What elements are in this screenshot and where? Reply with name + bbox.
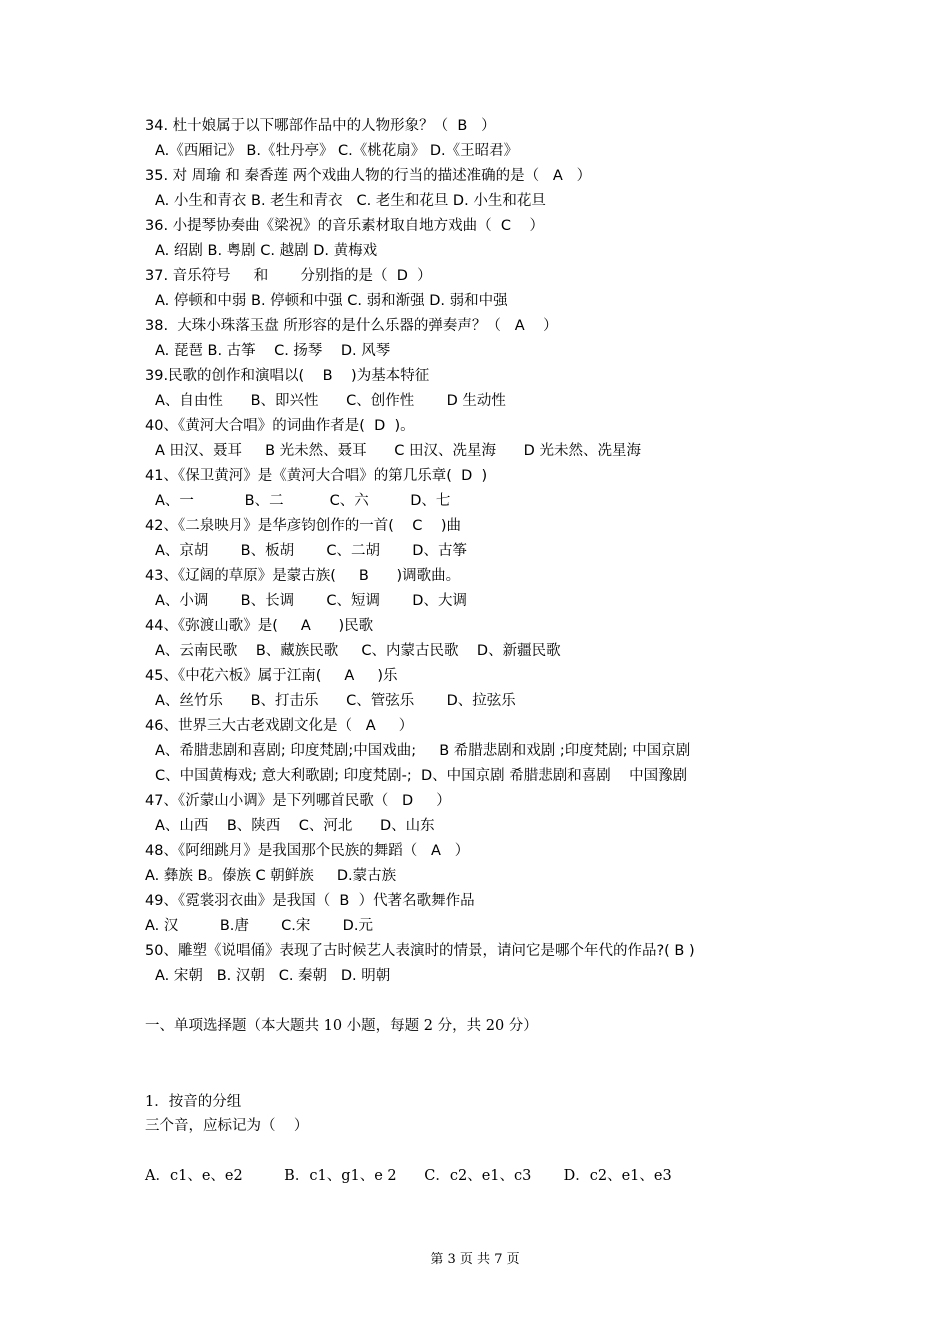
question-38: 38. 大珠小珠落玉盘 所形容的是什么乐器的弹奏声？（ A ） (145, 318, 558, 334)
question-50: 50、雕塑《说唱俑》表现了古时候艺人表演时的情景，请问它是哪个年代的作品?( B ) (145, 943, 695, 959)
question-45: 45、《中花六板》属于江南( A )乐 (145, 668, 398, 684)
question-48: 48、《阿细跳月》是我国那个民族的舞蹈（ A ） (145, 843, 470, 859)
question-46-options-a-b: A、希腊悲剧和喜剧; 印度梵剧;中国戏曲; B 希腊悲剧和戏剧 ;印度梵剧; 中国京剧 (155, 743, 691, 759)
question-1-options: A．c1、e、e2 B．c1、g1、e 2 C．c2、e1、c3 D．c2、e1、e3 (145, 1168, 672, 1184)
question-39-options: A、自由性 B、即兴性 C、创作性 D 生动性 (155, 393, 506, 409)
question-34-options: A.《西厢记》 B.《牡丹亭》 C.《桃花扇》 D.《王昭君》 (155, 143, 519, 159)
question-50-options: A. 宋朝 B. 汉朝 C. 秦朝 D. 明朝 (155, 968, 391, 984)
question-40: 40、《黄河大合唱》的词曲作者是( D )。 (145, 418, 415, 434)
question-47: 47、《沂蒙山小调》是下列哪首民歌（ D ） (145, 793, 451, 809)
question-43-options: A、小调 B、长调 C、短调 D、大调 (155, 593, 467, 609)
question-36: 36. 小提琴协奏曲《梁祝》的音乐素材取自地方戏曲（ C ） (145, 218, 544, 234)
question-1-text: 三个音，应标记为（ ） (145, 1118, 309, 1134)
question-45-options: A、丝竹乐 B、打击乐 C、管弦乐 D、拉弦乐 (155, 693, 516, 709)
question-44-options: A、云南民歌 B、藏族民歌 C、内蒙古民歌 D、新疆民歌 (155, 643, 561, 659)
question-34: 34. 杜十娘属于以下哪部作品中的人物形象？（ B ） (145, 118, 496, 134)
question-49: 49、《霓裳羽衣曲》是我国（ B ）代著名歌舞作品 (145, 893, 475, 909)
question-48-options: A. 彝族 B。傣族 C 朝鲜族 D.蒙古族 (145, 868, 397, 884)
question-37-options: A. 停顿和中弱 B. 停顿和中强 C. 弱和渐强 D. 弱和中强 (155, 293, 508, 309)
section-title: 一、单项选择题（本大题共 10 小题，每题 2 分，共 20 分） (145, 1018, 538, 1034)
page-footer: 第 3 页 共 7 页 (430, 1252, 520, 1267)
question-40-options: A 田汉、聂耳 B 光未然、聂耳 C 田汉、冼星海 D 光未然、冼星海 (155, 443, 641, 459)
question-41-options: A、一 B、二 C、六 D、七 (155, 493, 451, 509)
question-43: 43、《辽阔的草原》是蒙古族( B )调歌曲。 (145, 568, 461, 584)
question-46-options-c-d: C、中国黄梅戏; 意大利歌剧; 印度梵剧-; D、中国京剧 希腊悲剧和喜剧 中国豫剧 (155, 768, 688, 784)
question-38-options: A. 琵琶 B. 古筝 C. 扬琴 D. 风琴 (155, 343, 391, 359)
question-49-options: A. 汉 B.唐 C.宋 D.元 (145, 918, 373, 934)
question-47-options: A、山西 B、陕西 C、河北 D、山东 (155, 818, 435, 834)
question-39: 39.民歌的创作和演唱以( B )为基本特征 (145, 368, 430, 384)
question-42-options: A、京胡 B、板胡 C、二胡 D、古筝 (155, 543, 467, 559)
question-1-title: 1．按音的分组 (145, 1094, 242, 1110)
question-41: 41、《保卫黄河》是《黄河大合唱》的第几乐章( D ) (145, 468, 488, 484)
question-36-options: A. 绍剧 B. 粤剧 C. 越剧 D. 黄梅戏 (155, 243, 378, 259)
question-42: 42、《二泉映月》是华彦钧创作的一首( C )曲 (145, 518, 462, 534)
question-35-options: A. 小生和青衣 B. 老生和青衣 C. 老生和花旦 D. 小生和花旦 (155, 193, 546, 209)
question-37: 37. 音乐符号 和 分别指的是（ D ） (145, 268, 432, 284)
question-44: 44、《弥渡山歌》是( A )民歌 (145, 618, 374, 634)
question-35: 35. 对 周瑜 和 秦香莲 两个戏曲人物的行当的描述准确的是（ A ） (145, 168, 592, 184)
question-46: 46、世界三大古老戏剧文化是（ A ） (145, 718, 414, 734)
